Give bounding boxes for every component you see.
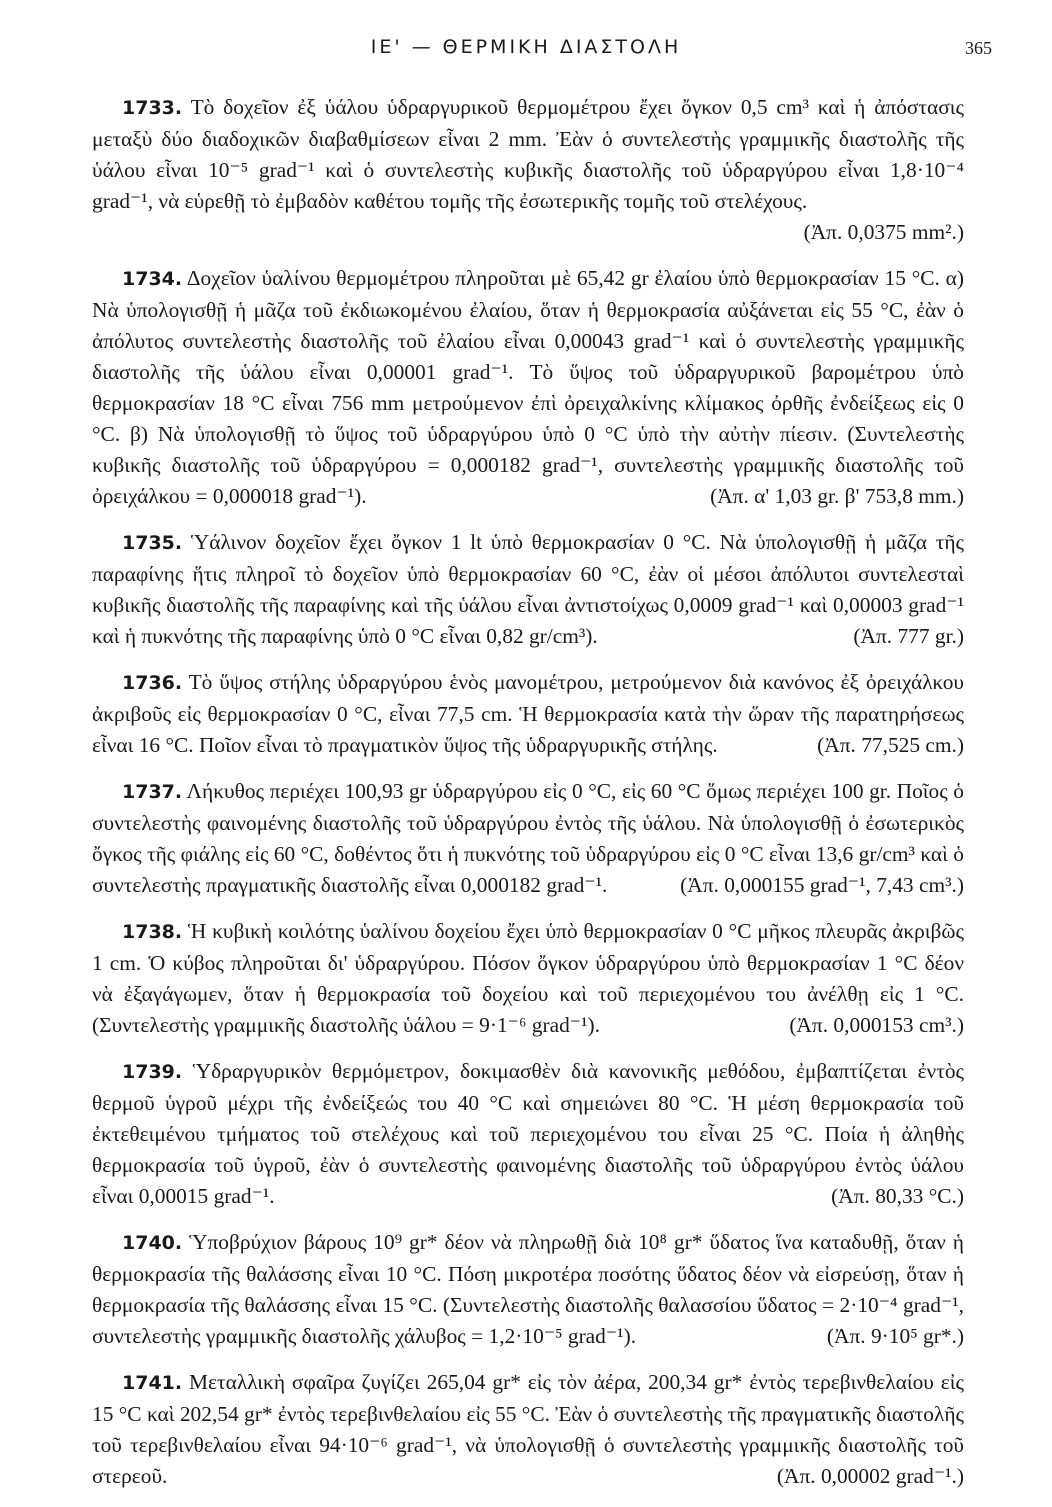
problem-answer: (Ἀπ. 9·10⁵ gr*.)	[826, 1324, 964, 1348]
problem-text: Ὑδραργυρικὸν θερμόμετρον, δοκιμασθὲν διὰ κανονικῆς μεθόδου, ἐμβαπτίζεται ἐντὸς θερμοῦ ὑγροῦ μέχρι τῆς ἐνδείξεώς του 40 °C καὶ σημειώνει 80 °C. Ἡ μέση θερμοκρασία τοῦ ἐκτεθειμένου τμήματος τοῦ στελέχους καὶ τοῦ περιεχομένου του εἶναι 25 °C. Ποία ἡ ἀληθὴς θερμοκρασία τοῦ ὑγροῦ, ἐὰν ὁ συντελεστὴς φαινομένης διαστολῆς τοῦ ὑδραργύρου ἐντὸς ὑάλου εἶναι 0,00015 grad⁻¹.	[92, 1059, 964, 1208]
problem-list	[92, 92, 964, 1507]
problem-answer: (Ἀπ. 0,000153 cm³.)	[789, 1013, 964, 1037]
problem-1735	[92, 527, 964, 652]
problem-1736	[92, 667, 964, 761]
problem-answer: (Ἀπ. 0,0375 mm².)	[803, 220, 964, 244]
problem-answer: (Ἀπ. α' 1,03 gr. β' 753,8 mm.)	[710, 484, 964, 508]
problem-text: Δοχεῖον ὑαλίνου θερμομέτρου πληροῦται μὲ 65,42 gr ἐλαίου ὑπὸ θερμοκρασίαν 15 °C. α) Νὰ ὑπολογισθῇ ἡ μᾶζα τοῦ ἐκδιωκομένου ἐλαίου, ὅταν ἡ θερμοκρασία αὐξάνεται εἰς 55 °C, ἐὰν ὁ ἀπόλυτος συντελεστὴς διαστολῆς τοῦ ἐλαίου εἶναι 0,00043 grad⁻¹ καὶ ὁ συντελεστὴς γραμμικῆς διαστολῆς τῆς ὑάλου εἶναι 0,00001 grad⁻¹. Τὸ ὕψος τοῦ ὑδραργυρικοῦ βαρομέτρου ὑπὸ θερμοκρασίαν 18 °C εἶναι 756 mm μετρούμενον ἐπὶ ὀρειχαλκίνης κλίμακος ὀρθῆς ἐνδείξεως εἰς 0 °C. β) Νὰ ὑπολογισθῇ τὸ ὕψος τοῦ ὑδραργύρου ὑπὸ 0 °C ὑπὸ τὴν αὐτὴν πίεσιν. (Συντελεστὴς κυβικῆς διαστολῆς τοῦ ὑδραργύρου = 0,000182 grad⁻¹, συντελεστὴς γραμμικῆς διαστολῆς τοῦ ὀρειχάλκου = 0,000018 grad⁻¹).	[92, 266, 965, 508]
problem-answer: (Ἀπ. 0,000155 grad⁻¹, 7,43 cm³.)	[680, 873, 964, 897]
problem-answer: (Ἀπ. 777 gr.)	[853, 624, 964, 648]
problem-number: 1737.	[122, 781, 183, 803]
problem-text: Ὑποβρύχιον βάρους 10⁹ gr* δέον νὰ πληρωθῇ διὰ 10⁸ gr* ὕδατος ἵνα καταδυθῇ, ὅταν ἡ θερμοκρασία τῆς θαλάσσης εἶναι 10 °C. Πόση μικροτέρα ποσότης ὕδατος δέον νὰ εἰσρεύσῃ, ὅταν ἡ θερμοκρασία τῆς θαλάσσης εἶναι 15 °C. (Συντελεστὴς διαστολῆς θαλασσίου ὕδατος = 2·10⁻⁴ grad⁻¹, συντελεστὴς γραμμικῆς διαστολῆς χάλυβος = 1,2·10⁻⁵ grad⁻¹).	[92, 1230, 964, 1348]
problem-number: 1736.	[122, 672, 183, 694]
page-number: 365	[965, 38, 992, 58]
problem-1733	[92, 92, 964, 248]
problem-text: Τὸ ὕψος στήλης ὑδραργύρου ἑνὸς μανομέτρου, μετρούμενον διὰ κανόνος ἐξ ὀρειχάλκου ἀκριβοῦς εἰς θερμοκρασίαν 0 °C, εἶναι 77,5 cm. Ἡ θερμοκρασία κατὰ τὴν ὥραν τῆς παρατηρήσεως εἶναι 16 °C. Ποῖον εἶναι τὸ πραγματικὸν ὕψος τῆς ὑδραργυρικῆς στήλης.	[92, 670, 964, 757]
problem-1738	[92, 916, 964, 1041]
chapter-title: ΙΕ' — ΘΕΡΜΙΚΗ ΔΙΑΣΤΟΛΗ	[370, 36, 682, 58]
problem-1740	[92, 1227, 964, 1352]
problem-number: 1739.	[122, 1061, 183, 1083]
problem-answer: (Ἀπ. 0,00002 grad⁻¹.)	[776, 1464, 964, 1488]
problem-text: Λήκυθος περιέχει 100,93 gr ὑδραργύρου εἰς 0 °C, εἰς 60 °C ὅμως περιέχει 100 gr. Ποῖος ὁ συντελεστὴς φαινομένης διαστολῆς τοῦ ὑδραργύρου ἐντὸς τῆς ὑάλου. Νὰ ὑπολογισθῇ ὁ ἐσωτερικὸς ὄγκος τῆς φιάλης εἰς 60 °C, δοθέντος ὅτι ἡ πυκνότης τοῦ ὑδραργύρου εἰς 0 °C εἶναι 13,6 gr/cm³ καὶ ὁ συντελεστὴς πραγματικῆς διαστολῆς εἶναι 0,000182 grad⁻¹.	[92, 779, 964, 897]
problem-number: 1735.	[122, 532, 183, 554]
problem-answer: (Ἀπ. 80,33 °C.)	[831, 1184, 964, 1208]
problem-1737	[92, 776, 964, 901]
problem-number: 1733.	[122, 97, 183, 119]
problem-text: Μεταλλικὴ σφαῖρα ζυγίζει 265,04 gr* εἰς τὸν ἀέρα, 200,34 gr* ἐντὸς τερεβινθελαίου εἰς 15 °C καὶ 202,54 gr* ἐντὸς τερεβινθελαίου εἰς 55 °C. Ἐὰν ὁ συντελεστὴς τῆς πραγματικῆς διαστολῆς τοῦ τερεβινθελαίου εἶναι 94·10⁻⁶ grad⁻¹, νὰ ὑπολογισθῇ ὁ συντελεστὴς γραμμικῆς διαστολῆς τοῦ στερεοῦ.	[92, 1370, 964, 1488]
problem-number: 1741.	[122, 1372, 183, 1394]
problem-1734	[92, 263, 964, 512]
problem-answer: (Ἀπ. 77,525 cm.)	[817, 733, 964, 757]
problem-1741	[92, 1367, 964, 1492]
problem-text: Ἡ κυβικὴ κοιλότης ὑαλίνου δοχείου ἔχει ὑπὸ θερμοκρασίαν 0 °C μῆκος πλευρᾶς ἀκριβῶς 1 cm. Ὁ κύβος πληροῦται δι' ὑδραργύρου. Πόσον ὄγκον ὑδραργύρου ὑπὸ θερμοκρασίαν 1 °C δέον νὰ ἐξαγάγωμεν, ὅταν ἡ θερμοκρασία τοῦ δοχείου καὶ τοῦ περιεχομένου του ἀνέλθῃ εἰς 1 °C. (Συντελεστὴς γραμμικῆς διαστολῆς ὑάλου = 9·1⁻⁶ grad⁻¹).	[92, 919, 964, 1037]
problem-number: 1740.	[122, 1232, 183, 1254]
problem-1739	[92, 1056, 964, 1212]
problem-text: Ὑάλινον δοχεῖον ἔχει ὄγκον 1 lt ὑπὸ θερμοκρασίαν 0 °C. Νὰ ὑπολογισθῇ ἡ μᾶζα τῆς παραφίνης ἥτις πληροῖ τὸ δοχεῖον ὑπὸ θερμοκρασίαν 60 °C, ἐὰν οἱ μέσοι ἀπόλυτοι συντελεσταὶ κυβικῆς διαστολῆς τῆς παραφίνης καὶ τῆς ὑάλου εἶναι ἀντιστοίχως 0,0009 grad⁻¹ καὶ 0,00003 grad⁻¹ καὶ ἡ πυκνότης τῆς παραφίνης ὑπὸ 0 °C εἶναι 0,82 gr/cm³).	[92, 530, 964, 648]
problem-number: 1738.	[122, 921, 183, 943]
problem-number: 1734.	[122, 268, 183, 290]
page-header	[60, 36, 992, 66]
problem-text: Τὸ δοχεῖον ἐξ ὑάλου ὑδραργυρικοῦ θερμομέτρου ἔχει ὄγκον 0,5 cm³ καὶ ἡ ἀπόστασις μεταξὺ δύο διαδοχικῶν διαβαθμίσεων εἶναι 2 mm. Ἐὰν ὁ συντελεστὴς γραμμικῆς διαστολῆς τῆς ὑάλου εἶναι 10⁻⁵ grad⁻¹ καὶ ὁ συντελεστὴς κυβικῆς διαστολῆς τοῦ ὑδραργύρου εἶναι 1,8·10⁻⁴ grad⁻¹, νὰ εὑρεθῇ τὸ ἐμβαδὸν καθέτου τομῆς τῆς ἐσωτερικῆς τομῆς τοῦ στελέχους.	[92, 95, 964, 213]
